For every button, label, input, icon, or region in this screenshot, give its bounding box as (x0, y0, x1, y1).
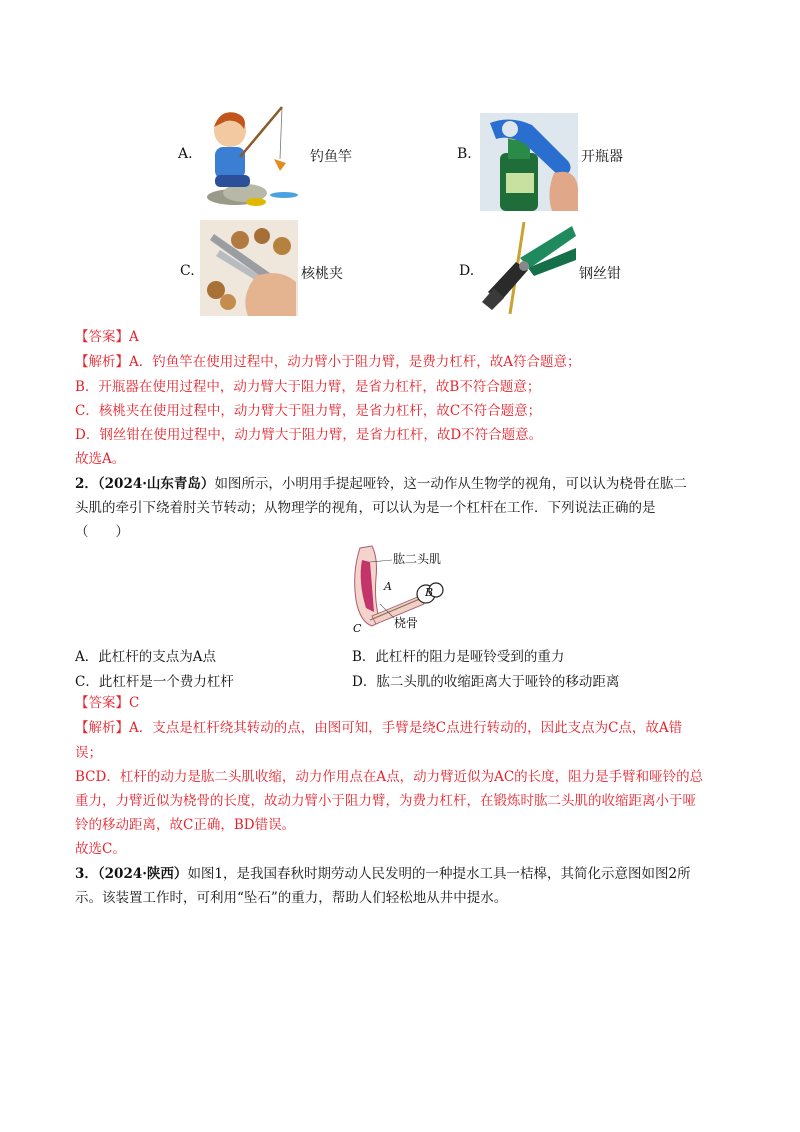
choice-a: A．此杠杆的支点为A点 (75, 649, 216, 665)
question-source: （2024·山东青岛） (97, 476, 215, 492)
q1-answer (75, 327, 139, 347)
q2-analysis-conclusion: 故选C。 (75, 841, 126, 857)
pliers-image (480, 222, 576, 314)
bottle-opener-image (480, 113, 578, 211)
q3-stem-line-2: 示。该装置工作时，可利用“坠石”的重力，帮助人们轻松地从井中提水。 (75, 890, 508, 906)
analysis-text: A．支点是杠杆绕其转动的点，由图可知，手臂是绕C点进行转动的，因此支点为C点，故A错 (129, 720, 683, 736)
choice-d: D．肱二头肌的收缩距离大于哑铃的移动距离 (352, 674, 620, 690)
analysis-tag: 【解析】 (75, 720, 129, 736)
point-b-label: B (425, 586, 434, 599)
answer-value: C (129, 695, 140, 711)
choice-b: B．此杠杆的阻力是哑铃受到的重力 (352, 649, 565, 665)
q3-stem-line-1 (75, 864, 691, 884)
q1-analysis-line-1 (75, 352, 581, 372)
q1-analysis-conclusion: 故选A。 (75, 451, 126, 467)
q2-stem-line-2: 头肌的牵引下绕着肘关节转动；从物理学的视角，可以认为是一个杠杆在工作．下列说法正确的是 (75, 500, 656, 516)
point-a-label: A (384, 580, 392, 593)
answer-tag: 【答案】 (75, 695, 129, 711)
option-d-letter: D. (459, 263, 475, 279)
point-c-label: C (353, 622, 362, 635)
q1-analysis-line-2: B．开瓶器在使用过程中，动力臂大于阻力臂，是省力杠杆，故B不符合题意； (75, 379, 541, 395)
choice-c: C．此杠杆是一个费力杠杆 (75, 674, 234, 690)
option-c-label: 核桃夹 (301, 266, 343, 282)
muscle-label: 肱二头肌 (393, 552, 442, 566)
fishing-rod-image (200, 97, 306, 209)
analysis-text: A．钓鱼竿在使用过程中，动力臂小于阻力臂，是费力杠杆，故A符合题意； (129, 354, 581, 370)
option-a-label: 钓鱼竿 (310, 149, 352, 165)
q2-analysis-line-5: 铃的移动距离，故C正确，BD错误。 (75, 817, 296, 833)
option-d-label: 钢丝钳 (579, 266, 621, 282)
option-b-label: 开瓶器 (581, 149, 623, 165)
option-b-letter: B. (457, 146, 472, 162)
question-text: 如图1，是我国春秋时期劳动人民发明的一种提水工具一桔槔，其简化示意图如图2所 (187, 866, 691, 882)
q2-analysis-line-4: 重力，力臂近似为桡骨的长度，故动力臂小于阻力臂，为费力杠杆，在锻炼时肱二头肌的收缩距离小于哑 (75, 793, 696, 809)
answer-value: A (129, 329, 139, 345)
question-source: （2024·陕西） (97, 866, 188, 882)
q2-analysis-line-1 (75, 718, 682, 738)
q2-analysis-line-2: 误； (75, 745, 102, 761)
option-c-letter: C. (180, 263, 195, 279)
q1-analysis-line-4: D．钢丝钳在使用过程中，动力臂大于阻力臂，是省力杠杆，故D不符合题意。 (75, 427, 543, 443)
nutcracker-image (200, 220, 298, 316)
q1-analysis-line-3: C．核桃夹在使用过程中，动力臂大于阻力臂，是省力杠杆，故C不符合题意； (75, 403, 542, 419)
q2-stem-line-1 (75, 474, 687, 494)
analysis-tag: 【解析】 (75, 354, 129, 370)
q2-stem-line-3: （ ） (75, 524, 129, 540)
q2-answer (75, 693, 139, 713)
question-number: 2． (75, 476, 98, 492)
option-a-letter: A. (178, 146, 193, 162)
question-text: 如图所示，小明用手提起哑铃，这一动作从生物学的视角，可以认为桡骨在肱二 (214, 476, 687, 492)
bone-label: 桡骨 (394, 616, 419, 630)
answer-tag: 【答案】 (75, 329, 129, 345)
q2-analysis-line-3: BCD．杠杆的动力是肱二头肌收缩，动力作用点在A点，动力臂近似为AC的长度，阻力是手臂和哑铃的总 (75, 769, 704, 785)
question-number: 3． (75, 866, 98, 882)
